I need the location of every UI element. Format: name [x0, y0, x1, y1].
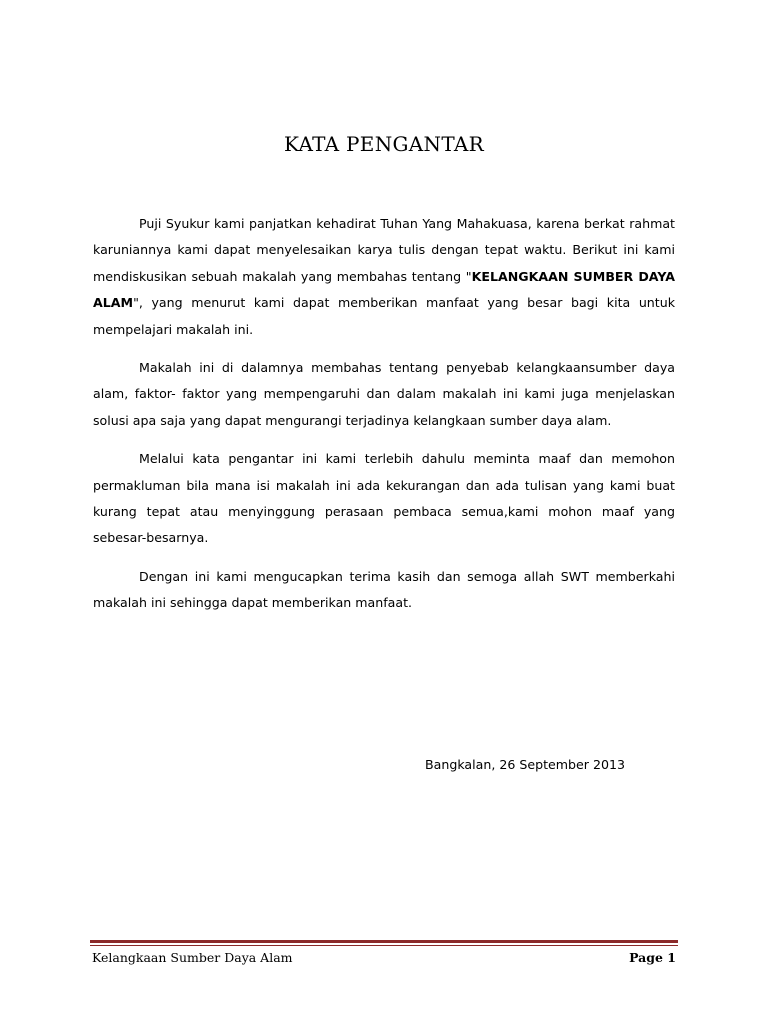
paragraph-1-text-after: ", yang menurut kami dapat memberikan manfaat yang besar bagi kita untuk mempelajari makalah ini. [93, 295, 675, 337]
footer-page-number: Page 1 [629, 950, 676, 965]
footer-divider-thin [90, 945, 678, 946]
page-title: KATA PENGANTAR [284, 132, 484, 156]
paragraph-3: Melalui kata pengantar ini kami terlebih dahulu meminta maaf dan memohon permakluman bila mana isi makalah ini ada kekurangan dan ada tulisan yang kami buat kurang tepat atau menyinggung perasaan pembaca semua,kami mohon maaf yang sebesar-besarnya. [93, 451, 675, 546]
document-body [93, 211, 675, 629]
paragraph-1 [93, 211, 675, 343]
paragraph-1-text-before: Puji Syukur kami panjatkan kehadirat Tuhan Yang Mahakuasa, karena berkat rahmat karuniannya kami dapat menyelesaikan karya tulis dengan tepat waktu. Berikut ini kami mendiskusikan sebuah makalah yang membahas tentang " [93, 216, 675, 284]
paragraph-1-bold-topic: KELANGKAAN SUMBER DAYA ALAM [93, 268, 675, 311]
footer-divider [90, 940, 678, 946]
footer-document-title: Kelangkaan Sumber Daya Alam [92, 950, 293, 965]
paragraph-2: Makalah ini di dalamnya membahas tentang penyebab kelangkaansumber daya alam, faktor- faktor yang mempengaruhi dan dalam makalah ini kami juga menjelaskan solusi apa saja yang dapat mengurangi terjadinya kelangkaan sumber daya alam. [93, 360, 675, 428]
paragraph-4: Dengan ini kami mengucapkan terima kasih dan semoga allah SWT memberkahi makalah ini sehingga dapat memberikan manfaat. [93, 568, 675, 611]
footer-divider-thick [90, 940, 678, 943]
signature-place-date: Bangkalan, 26 September 2013 [425, 757, 626, 772]
